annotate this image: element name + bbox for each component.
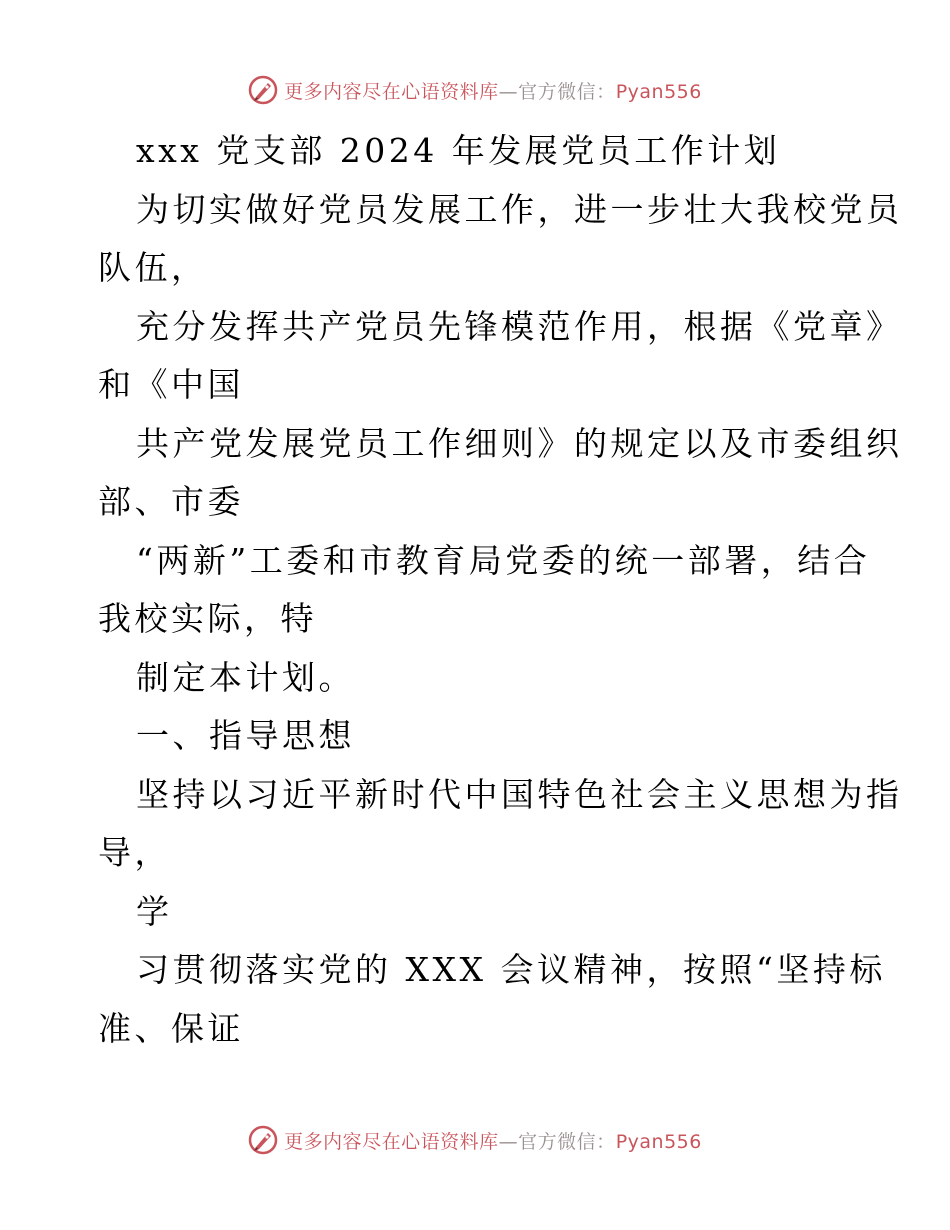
watermark-wechat-id: Pyan556 [615, 1130, 702, 1153]
paragraph-line: 习贯彻落实党的 XXX 会议精神，按照“坚持标 [136, 950, 886, 989]
watermark-brand: 更多内容尽在心语资料库 [284, 80, 499, 103]
paragraph-line: 队伍， [98, 248, 208, 287]
watermark-text [284, 77, 702, 104]
paragraph-line: 和《中国 [98, 365, 244, 404]
header-watermark [0, 70, 950, 110]
paragraph-line: 为切实做好党员发展工作，进一步壮大我校党员 [136, 189, 903, 229]
footer-watermark [0, 1120, 950, 1160]
paragraph-line: 共产党发展党员工作细则》的规定以及市委组织 [136, 423, 903, 463]
watermark-wechat-id: Pyan556 [615, 80, 702, 103]
paragraph-line: 充分发挥共产党员先锋模范作用，根据《党章》 [136, 306, 903, 346]
watermark-wechat-label: 官方微信： [518, 80, 616, 103]
watermark-dash: — [498, 80, 519, 103]
watermark-text [284, 1127, 702, 1154]
watermark-brand: 更多内容尽在心语资料库 [284, 1130, 499, 1153]
paragraph-line: 坚持以习近平新时代中国特色社会主义思想为指 [136, 774, 903, 814]
paragraph-line: 学 [136, 891, 173, 931]
paragraph-line: 准、保证 [98, 1008, 244, 1048]
section-heading: 一、指导思想 [136, 716, 355, 755]
paragraph-line: 部、市委 [98, 482, 244, 521]
watermark-wechat-label: 官方微信： [518, 1130, 616, 1153]
quill-pen-logo-icon [248, 75, 278, 105]
paragraph-line: 制定本计划。 [136, 657, 355, 697]
paragraph-line: 导， [98, 833, 171, 872]
watermark-dash: — [498, 1130, 519, 1153]
paragraph-line: 我校实际，特 [98, 599, 317, 638]
quill-pen-logo-icon [248, 1125, 278, 1155]
paragraph-line: “两新”工委和市教育局党委的统一部署，结合 [136, 540, 871, 580]
document-body [98, 122, 903, 1058]
document-title: xxx 党支部 2024 年发展党员工作计划 [136, 131, 781, 170]
